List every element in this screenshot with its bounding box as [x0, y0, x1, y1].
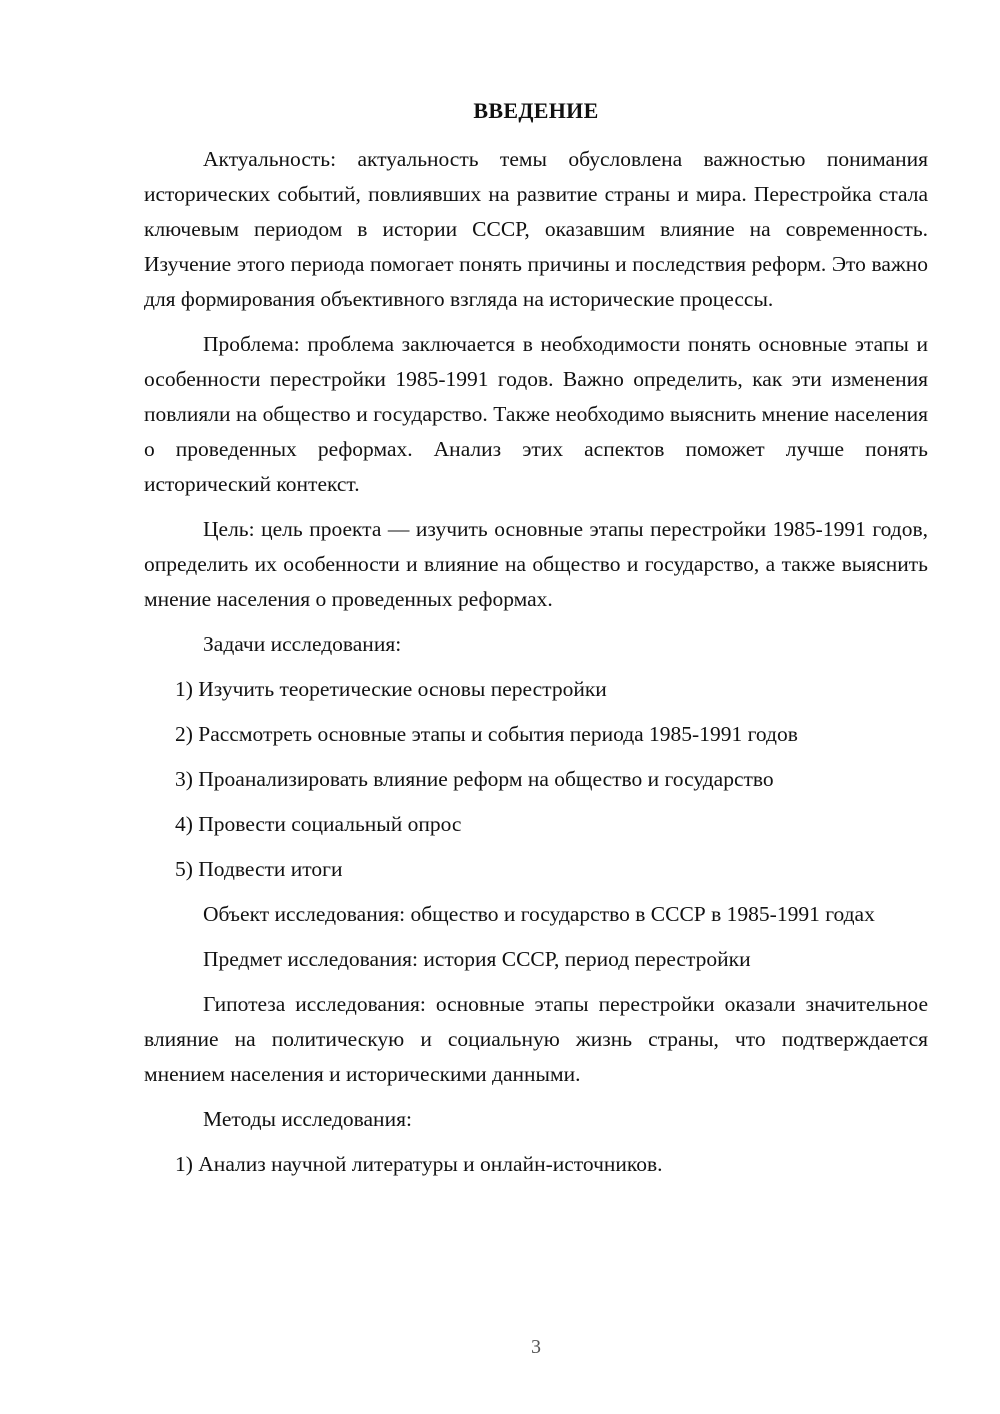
document-body [144, 142, 928, 1182]
list-item: 3) Проанализировать влияние реформ на общество и государство [175, 767, 774, 791]
list-item: 1) Анализ научной литературы и онлайн-источников. [175, 1152, 663, 1176]
goal-paragraph: Цель: цель проекта — изучить основные этапы перестройки 1985-1991 годов, определить их особенности и влияние на общество и государство, а также выяснить мнение населения о проведенных реформах. [144, 517, 928, 611]
list-item: 5) Подвести итоги [175, 857, 343, 881]
object-paragraph: Объект исследования: общество и государство в СССР в 1985-1991 годах [203, 902, 875, 926]
list-item: 2) Рассмотреть основные этапы и события периода 1985-1991 годов [175, 722, 798, 746]
methods-list [144, 1147, 928, 1182]
hypothesis-paragraph: Гипотеза исследования: основные этапы перестройки оказали значительное влияние на политическую и социальную жизнь страны, что подтверждается мнением населения и историческими данными. [144, 992, 928, 1086]
tasks-heading: Задачи исследования: [203, 632, 402, 656]
section-title: ВВЕДЕНИЕ [473, 98, 599, 123]
problem-paragraph: Проблема: проблема заключается в необходимости понять основные этапы и особенности перестройки 1985-1991 годов. Важно определить, как эти изменения повлияли на общество и государство. Также необходимо выяснить мнение населения о проведенных реформах. Анализ этих аспектов поможет лучше понять исторический контекст. [144, 332, 928, 496]
list-item: 4) Провести социальный опрос [175, 812, 462, 836]
page-number: 3 [531, 1336, 541, 1358]
document-page [144, 0, 928, 1414]
subject-paragraph: Предмет исследования: история СССР, период перестройки [203, 947, 751, 971]
tasks-list [144, 672, 928, 887]
relevance-paragraph: Актуальность: актуальность темы обусловлена важностью понимания исторических событий, повлиявших на развитие страны и мира. Перестройка стала ключевым периодом в истории СССР, оказавшим влияние на современность. Изучение этого периода помогает понять причины и последствия реформ. Это важно для формирования объективного взгляда на исторические процессы. [144, 147, 928, 311]
methods-heading: Методы исследования: [203, 1107, 412, 1131]
list-item: 1) Изучить теоретические основы перестройки [175, 677, 607, 701]
